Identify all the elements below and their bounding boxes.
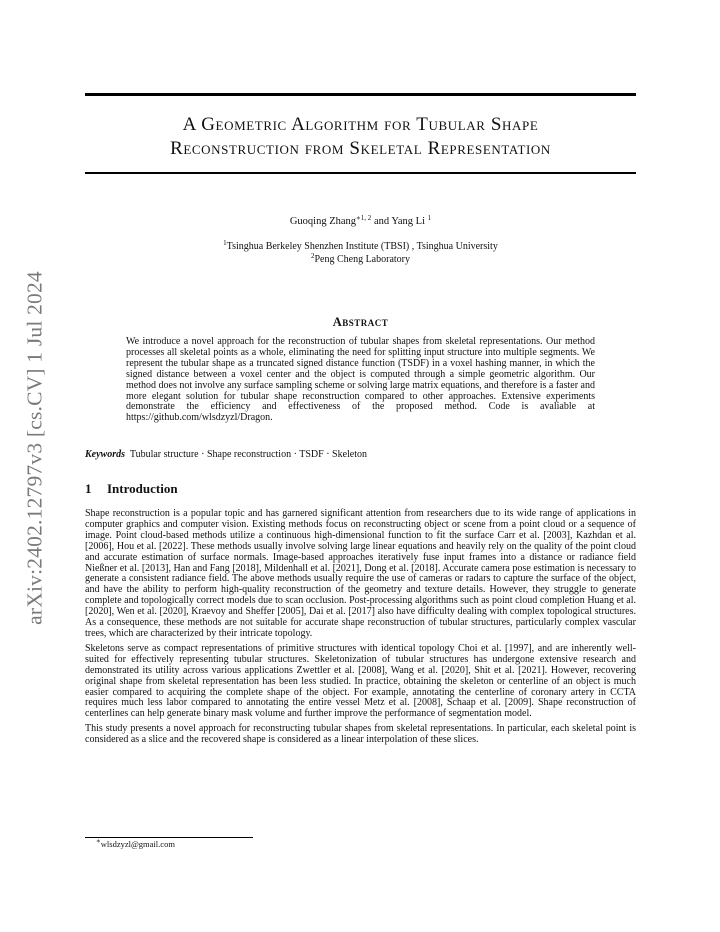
author-name: Guoqing Zhang <box>289 216 357 227</box>
footnote-rule <box>85 837 253 838</box>
paper-title <box>85 113 636 161</box>
title-line-2: Reconstruction from Skeletal Representation <box>170 138 551 159</box>
introduction-body <box>85 509 636 750</box>
title-line-1: A Geometric Algorithm for Tubular Shape <box>182 114 539 135</box>
section-number: 1 <box>85 481 92 496</box>
footnote-email: wlsdzyzl@gmail.com <box>100 839 175 849</box>
affiliation-mark: 2 <box>310 251 315 260</box>
footnote-mark: ∗ <box>96 837 101 845</box>
affiliation-1: $^1$Tsinghua Berkeley Shenzhen Institute (TBSI) , Tsinghua University <box>223 239 498 252</box>
footnote <box>96 839 175 849</box>
section-title: Introduction <box>107 481 178 496</box>
paragraph: Skeletons serve as compact representations of primitive structures with identical topology Choi et al. [1997], and are inherently well-suited for effectively representing tubular structures. Skeletonization of tubular structures has undergone extensive research and demonstrated its utility across various applications Zwettler et al. [2008], Wang et al. [2020], Shit et al. [2021]. However, recovering original shape from skeletal representation has been less studied. In practice, obtaining the skeleton or centerline of an object is much easier compared to acquiring the complete shape of the object. For example, annotating the centerline of coronary artery in CCTA requires much less labor compared to annotating the entire vessel Metz et al. [2008], Schaap et al. [2009]. Shape reconstruction of centerlines can help generate binary mask volume and further improve the performance of segmentation model. <box>85 642 636 720</box>
title-top-rule <box>85 93 636 96</box>
arxiv-identifier <box>8 262 62 634</box>
keywords-label: Keywords <box>85 449 125 460</box>
author-name: Yang Li <box>391 216 426 227</box>
section-heading <box>85 481 178 497</box>
affiliation-mark: 1 <box>223 239 227 247</box>
arxiv-identifier-text: arXiv:2402.12797v3 [cs.CV] 1 Jul 2024 <box>22 271 47 625</box>
author-conjunction: and <box>373 216 390 227</box>
author-list <box>85 216 636 227</box>
keywords-list: Tubular structure · Shape reconstruction · TSDF · Skeleton <box>129 449 368 460</box>
title-bottom-rule <box>85 172 636 174</box>
paragraph: Shape reconstruction is a popular topic and has garnered significant attention from researchers due to its wide range of applications in computer graphics and computer vision. Existing methods focus on reconstructing object or scene from a point cloud or a sequence of image. Point cloud-based methods utilize a continuous high-dimensional function to fit the surface Carr et al. [2003], Kazhdan et al. [2006], Hou et al. [2022]. These methods usually involve solving large linear equations and heavily rely on the quality of the point cloud and accurate estimation of surface normals. Image-based approaches iteratively fuse input frames into a distance or radiance field Nießner et al. [2013], Han and Fang [2018], Mildenhall et al. [2021], Dong et al. [2018]. Accurate camera pose estimation is necessary to generate a consistent radiance field. The above methods usually require the use of cameras or radars to capture the surface of the object, and have the ability to perform high-quality reconstruction of the geometry and texture details. However, they struggle to generate complete and topologically correct models due to scan occlusion. Post-processing algorithms such as point cloud completion Huang et al. [2020], Wen et al. [2020], Kraevoy and Sheffer [2005], Dai et al. [2017] also have difficulty dealing with complex topological structures. As a consequence, these methods are not suitable for accurate shape reconstruction of tubular structures, particularly complex vascular trees, which are characterized by their intricate topology. <box>85 508 636 639</box>
affiliation-2: $^2$Peng Cheng Laboratory <box>310 251 411 265</box>
affiliations <box>85 241 636 266</box>
author-affiliation-marks: ∗1, 2 <box>356 214 372 222</box>
keywords-line <box>85 449 636 460</box>
paragraph: This study presents a novel approach for reconstructing tubular shapes from skeletal representations. In particular, each skeletal point is considered as a slice and the recovered shape is considered as a linear interpolation of these slices. <box>85 723 636 746</box>
abstract-heading: Abstract <box>332 315 389 329</box>
abstract-text: We introduce a novel approach for the reconstruction of tubular shapes from skeletal representations. Our method processes all skeletal points as a whole, eliminating the need for splitting input structure into multiple segments. We represent the tubular shape as a truncated signed distance function (TSDF) in a voxel hashing manner, in which the signed distance between a voxel center and the object is computed through a simple geometric algorithm. Our method does not involve any surface sampling scheme or solving large matrix equations, and therefore is a faster and more elegant solution for tubular shape reconstruction compared to other approaches. Extensive experiments demonstrate the efficiency and effectiveness of the proposed method. Code is avaliable at https://github.com/wlsdzyzl/Dragon. <box>126 336 595 424</box>
author-affiliation-marks: 1 <box>427 214 432 222</box>
